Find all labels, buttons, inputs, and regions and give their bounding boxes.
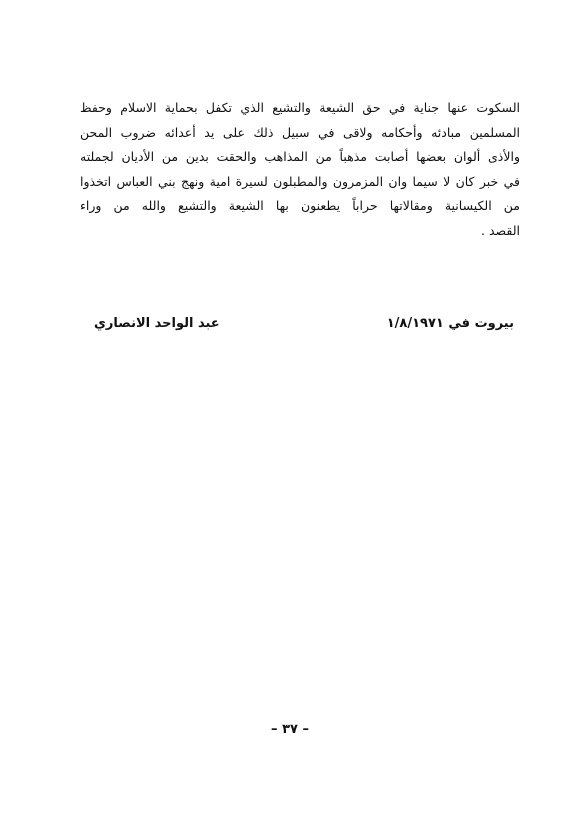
author-name: عبد الواحد الانصاري (94, 316, 220, 331)
paragraph-line: والأذى ألوان بعضها أصابت مذهباً من المذاهب والحقت بدين من الأديان لجملته (80, 149, 520, 164)
signature-block (94, 316, 514, 342)
paragraph-line: القصد . (481, 222, 520, 238)
paragraph-line: في خبر كان لا سيما وان المزمرون والمطبلون لسيرة امية ونهج بني العباس اتخذوا (80, 173, 520, 189)
paragraph-line: المسلمين مبادئه وأحكامه ولاقى في سبيل ذلك على يد أعدائه ضروب المحن (80, 124, 520, 140)
page-number: – ٣٧ – (271, 722, 309, 737)
body-paragraph (80, 96, 520, 243)
paragraph-line: من الكيسانية ومقالاتها حراباً يطعنون بها الشيعة والتشيع والله من وراء (80, 198, 520, 213)
paragraph-line: السكوت عنها جناية في حق الشيعة والتشيع الذي تكفل بحماية الاسلام وحفظ (80, 100, 520, 115)
place-and-date: بيروت في ١/٨/١٩٧١ (386, 316, 514, 331)
